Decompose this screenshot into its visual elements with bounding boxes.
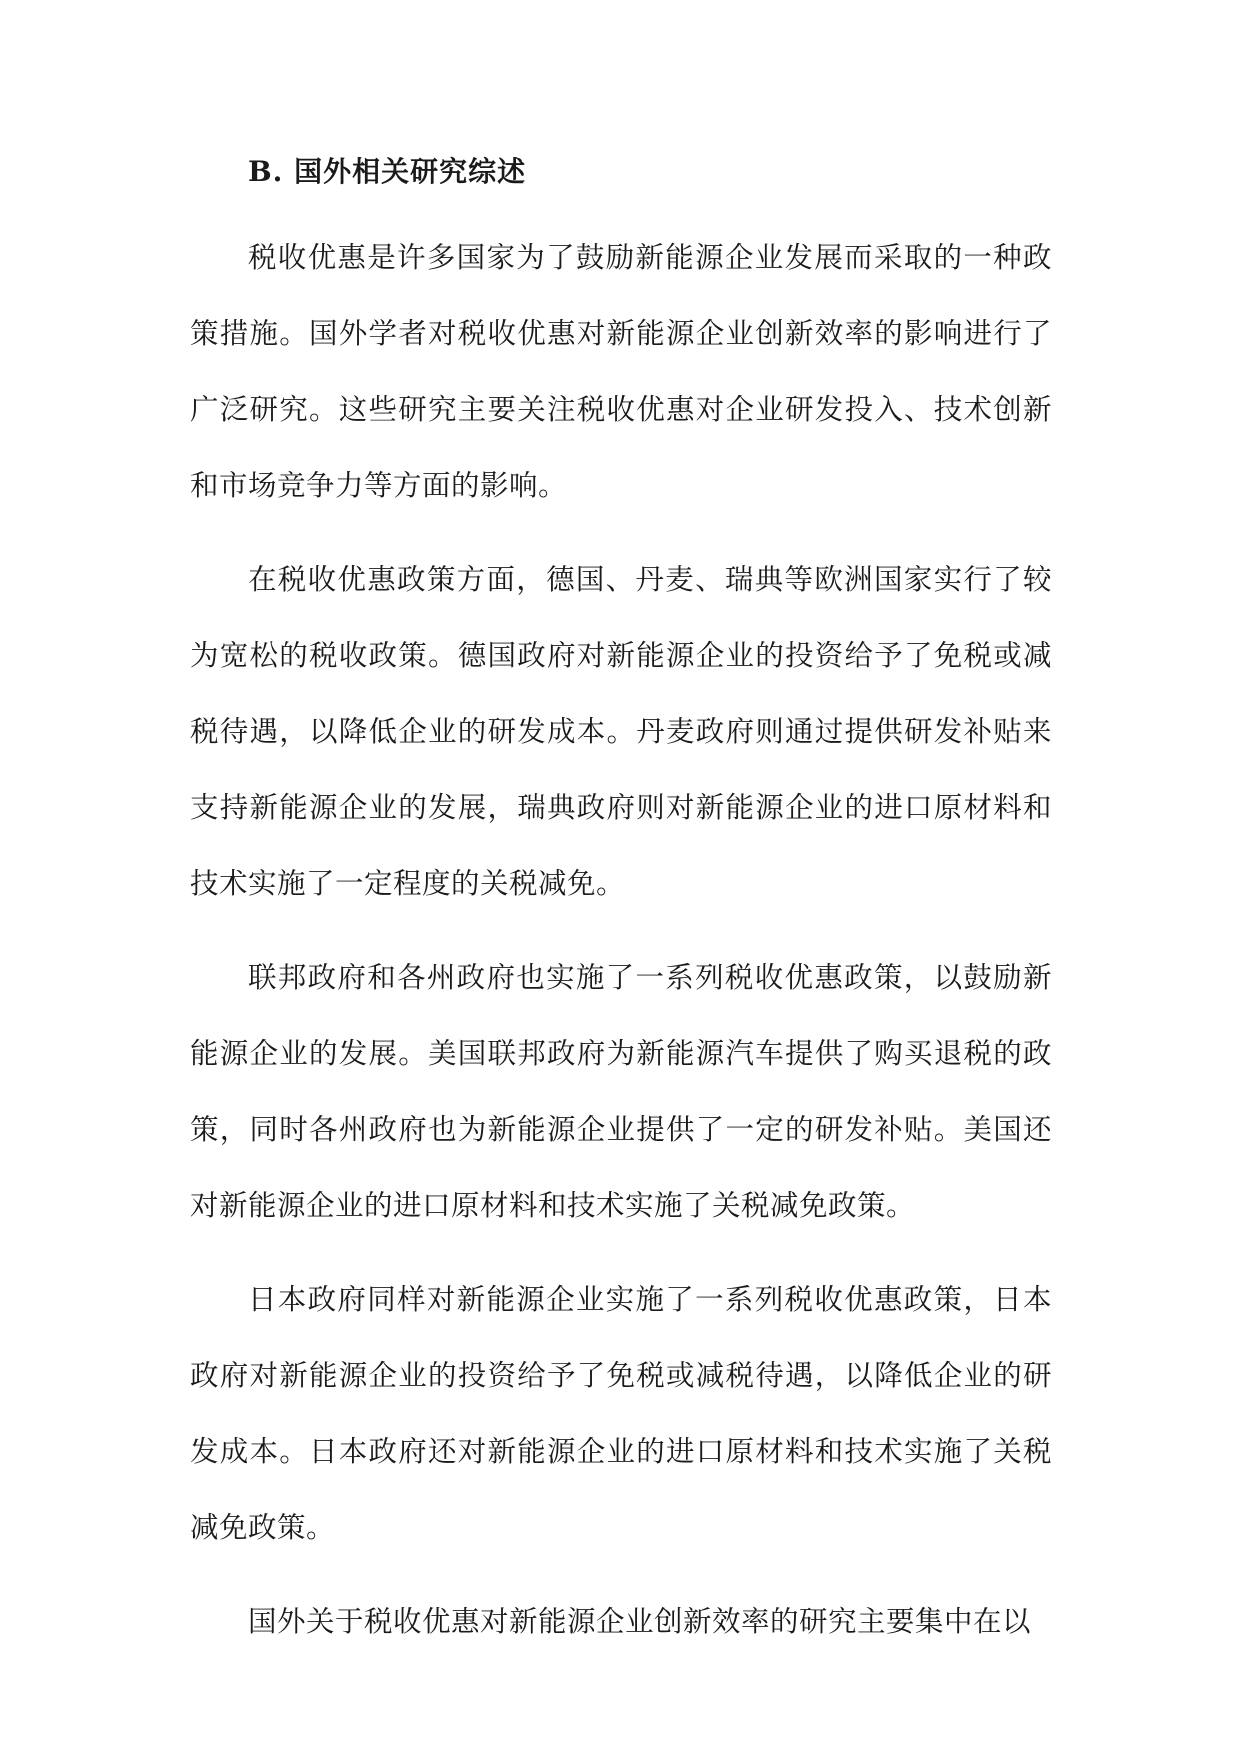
paragraph-european-policies: 在税收优惠政策方面，德国、丹麦、瑞典等欧洲国家实行了较为宽松的税收政策。德国政府对新能源企业的投资给予了免税或减税待遇，以降低企业的研发成本。丹麦政府则通过提供研发补贴来支持新能源企业的发展，瑞典政府则对新能源企业的进口原材料和技术实施了一定程度的关税减免。 [190, 563, 1052, 900]
paragraph-research-focus: 国外关于税收优惠对新能源企业创新效率的研究主要集中在以 [248, 1605, 1032, 1638]
paragraph-us-policies: 联邦政府和各州政府也实施了一系列税收优惠政策，以鼓励新能源企业的发展。美国联邦政府为新能源汽车提供了购买退税的政策，同时各州政府也为新能源企业提供了一定的研发补贴。美国还对新能源企业的进口原材料和技术实施了关税减免政策。 [190, 961, 1052, 1222]
section-heading: B. 国外相关研究综述 [248, 155, 527, 188]
paragraph-japan-policies: 日本政府同样对新能源企业实施了一系列税收优惠政策，日本政府对新能源企业的投资给予了免税或减税待遇，以降低企业的研发成本。日本政府还对新能源企业的进口原材料和技术实施了关税减免政策。 [190, 1283, 1052, 1544]
document-page [190, 144, 1052, 1678]
paragraph-tax-incentives-intro: 税收优惠是许多国家为了鼓励新能源企业发展而采取的一种政策措施。国外学者对税收优惠对新能源企业创新效率的影响进行了广泛研究。这些研究主要关注税收优惠对企业研发投入、技术创新和市场竞争力等方面的影响。 [190, 241, 1052, 502]
